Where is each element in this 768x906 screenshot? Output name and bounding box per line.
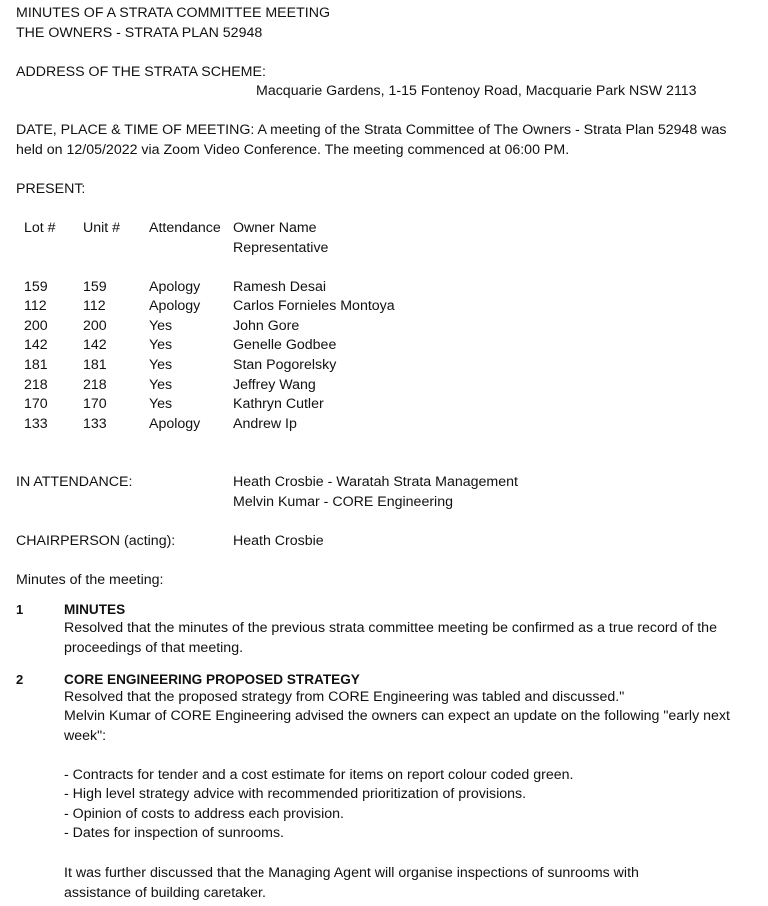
- item-number: 1: [16, 602, 24, 617]
- cell-attendance: Yes: [149, 377, 173, 393]
- cell-lot: 181: [24, 357, 48, 373]
- list-item: - High level strategy advice with recommended prioritization of provisions.: [64, 786, 527, 802]
- item-closing-text: It was further discussed that the Managing Agent will organise inspections of sunrooms with assistance of building caretaker.: [64, 865, 639, 901]
- cell-lot: 170: [24, 396, 48, 412]
- cell-unit: 112: [83, 298, 106, 314]
- chairperson-value: Heath Crosbie: [233, 533, 324, 549]
- cell-lot: 218: [24, 377, 48, 393]
- column-header-representative: Representative: [233, 240, 329, 256]
- address-value: Macquarie Gardens, 1-15 Fontenoy Road, Macquarie Park NSW 2113: [256, 83, 697, 99]
- in-attendance-label: IN ATTENDANCE:: [16, 474, 133, 490]
- cell-unit: 218: [83, 377, 107, 393]
- attendee: Melvin Kumar - CORE Engineering: [233, 494, 453, 510]
- attendee: Heath Crosbie - Waratah Strata Management: [233, 474, 518, 490]
- document-title: MINUTES OF A STRATA COMMITTEE MEETING: [16, 5, 330, 21]
- list-item: - Opinion of costs to address each provision.: [64, 806, 344, 822]
- column-header-owner: Owner Name: [233, 220, 317, 236]
- cell-unit: 200: [83, 318, 107, 334]
- present-label: PRESENT:: [16, 181, 86, 197]
- cell-unit: 181: [83, 357, 107, 373]
- cell-attendance: Yes: [149, 396, 173, 412]
- minutes-intro: Minutes of the meeting:: [16, 572, 164, 588]
- address-label: ADDRESS OF THE STRATA SCHEME:: [16, 64, 266, 80]
- item-text-line-1: Resolved that the proposed strategy from CORE Engineering was tabled and discussed.": [64, 689, 625, 705]
- cell-owner-name: John Gore: [233, 318, 300, 334]
- cell-unit: 133: [83, 416, 107, 432]
- column-header-attendance: Attendance: [149, 220, 221, 236]
- cell-attendance: Apology: [149, 279, 201, 295]
- cell-attendance: Apology: [149, 298, 201, 314]
- cell-lot: 142: [24, 337, 48, 353]
- cell-attendance: Apology: [149, 416, 201, 432]
- column-header-lot: Lot #: [24, 220, 56, 236]
- item-title: CORE ENGINEERING PROPOSED STRATEGY: [64, 672, 360, 687]
- cell-owner-name: Stan Pogorelsky: [233, 357, 337, 373]
- cell-lot: 112: [24, 298, 47, 314]
- cell-owner-name: Ramesh Desai: [233, 279, 327, 295]
- meeting-details-line-2: held on 12/05/2022 via Zoom Video Conference. The meeting commenced at 06:00 PM.: [16, 142, 570, 158]
- cell-lot: 133: [24, 416, 48, 432]
- cell-owner-name: Jeffrey Wang: [233, 377, 316, 393]
- item-number: 2: [16, 672, 24, 687]
- cell-unit: 170: [83, 396, 107, 412]
- cell-attendance: Yes: [149, 357, 173, 373]
- item-text: Resolved that the minutes of the previous strata committee meeting be confirmed as a true record of the proceedings of that meeting.: [64, 620, 717, 656]
- meeting-details-line-1: DATE, PLACE & TIME OF MEETING: A meeting of the Strata Committee of The Owners - Strata Plan 52948 was: [16, 122, 727, 138]
- chairperson-label: CHAIRPERSON (acting):: [16, 533, 176, 549]
- cell-owner-name: Kathryn Cutler: [233, 396, 324, 412]
- document-subtitle: THE OWNERS - STRATA PLAN 52948: [16, 25, 263, 41]
- cell-lot: 200: [24, 318, 48, 334]
- cell-unit: 159: [83, 279, 107, 295]
- column-header-unit: Unit #: [83, 220, 121, 236]
- list-item: - Contracts for tender and a cost estimate for items on report colour coded green.: [64, 767, 574, 783]
- cell-lot: 159: [24, 279, 48, 295]
- cell-unit: 142: [83, 337, 107, 353]
- cell-owner-name: Andrew Ip: [233, 416, 297, 432]
- list-item: - Dates for inspection of sunrooms.: [64, 825, 285, 841]
- item-title: MINUTES: [64, 602, 126, 617]
- item-text-line-2: Melvin Kumar of CORE Engineering advised the owners can expect an update on the following "early next week":: [64, 708, 730, 744]
- cell-owner-name: Genelle Godbee: [233, 337, 337, 353]
- cell-attendance: Yes: [149, 337, 173, 353]
- cell-owner-name: Carlos Fornieles Montoya: [233, 298, 395, 314]
- cell-attendance: Yes: [149, 318, 173, 334]
